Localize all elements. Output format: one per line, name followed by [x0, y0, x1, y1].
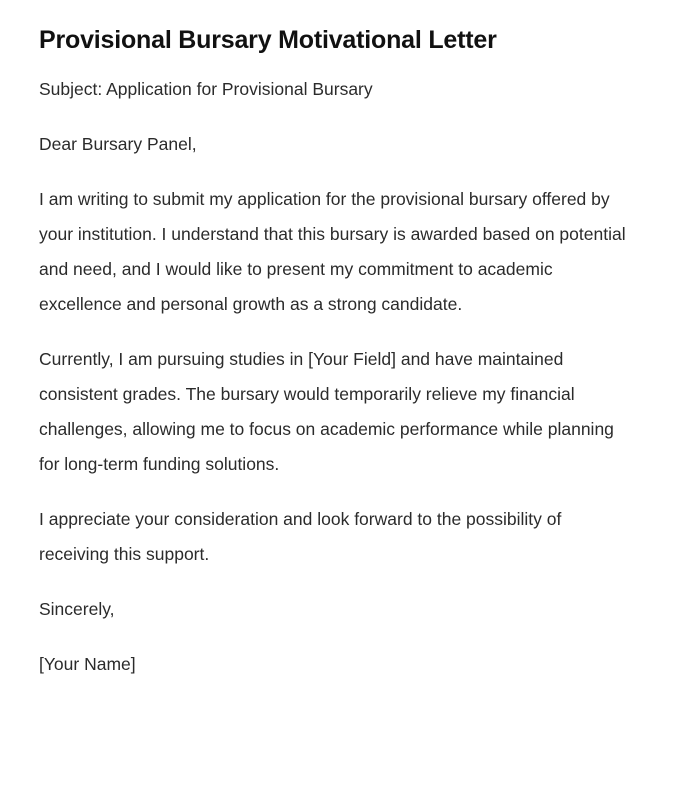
letter-subject-line: Subject: Application for Provisional Bursary [39, 79, 373, 99]
letter-paragraph-2: Currently, I am pursuing studies in [Your Field] and have maintained consistent grades. The bursary would temporarily relieve my financial challenges, allowing me to focus on academic performance while planning for long-term funding solutions. [39, 349, 614, 474]
letter-signoff: Sincerely, [39, 599, 115, 619]
page-title: Provisional Bursary Motivational Letter [39, 26, 497, 54]
letter-salutation: Dear Bursary Panel, [39, 134, 197, 154]
letter-paragraph-1: I am writing to submit my application for the provisional bursary offered by your institution. I understand that this bursary is awarded based on potential and need, and I would like to present my commitment to academic excellence and personal growth as a strong candidate. [39, 189, 626, 314]
letter-paragraph-3: I appreciate your consideration and look forward to the possibility of receiving this support. [39, 509, 562, 564]
letter-signature-placeholder: [Your Name] [39, 654, 136, 674]
letter-body [39, 72, 629, 682]
